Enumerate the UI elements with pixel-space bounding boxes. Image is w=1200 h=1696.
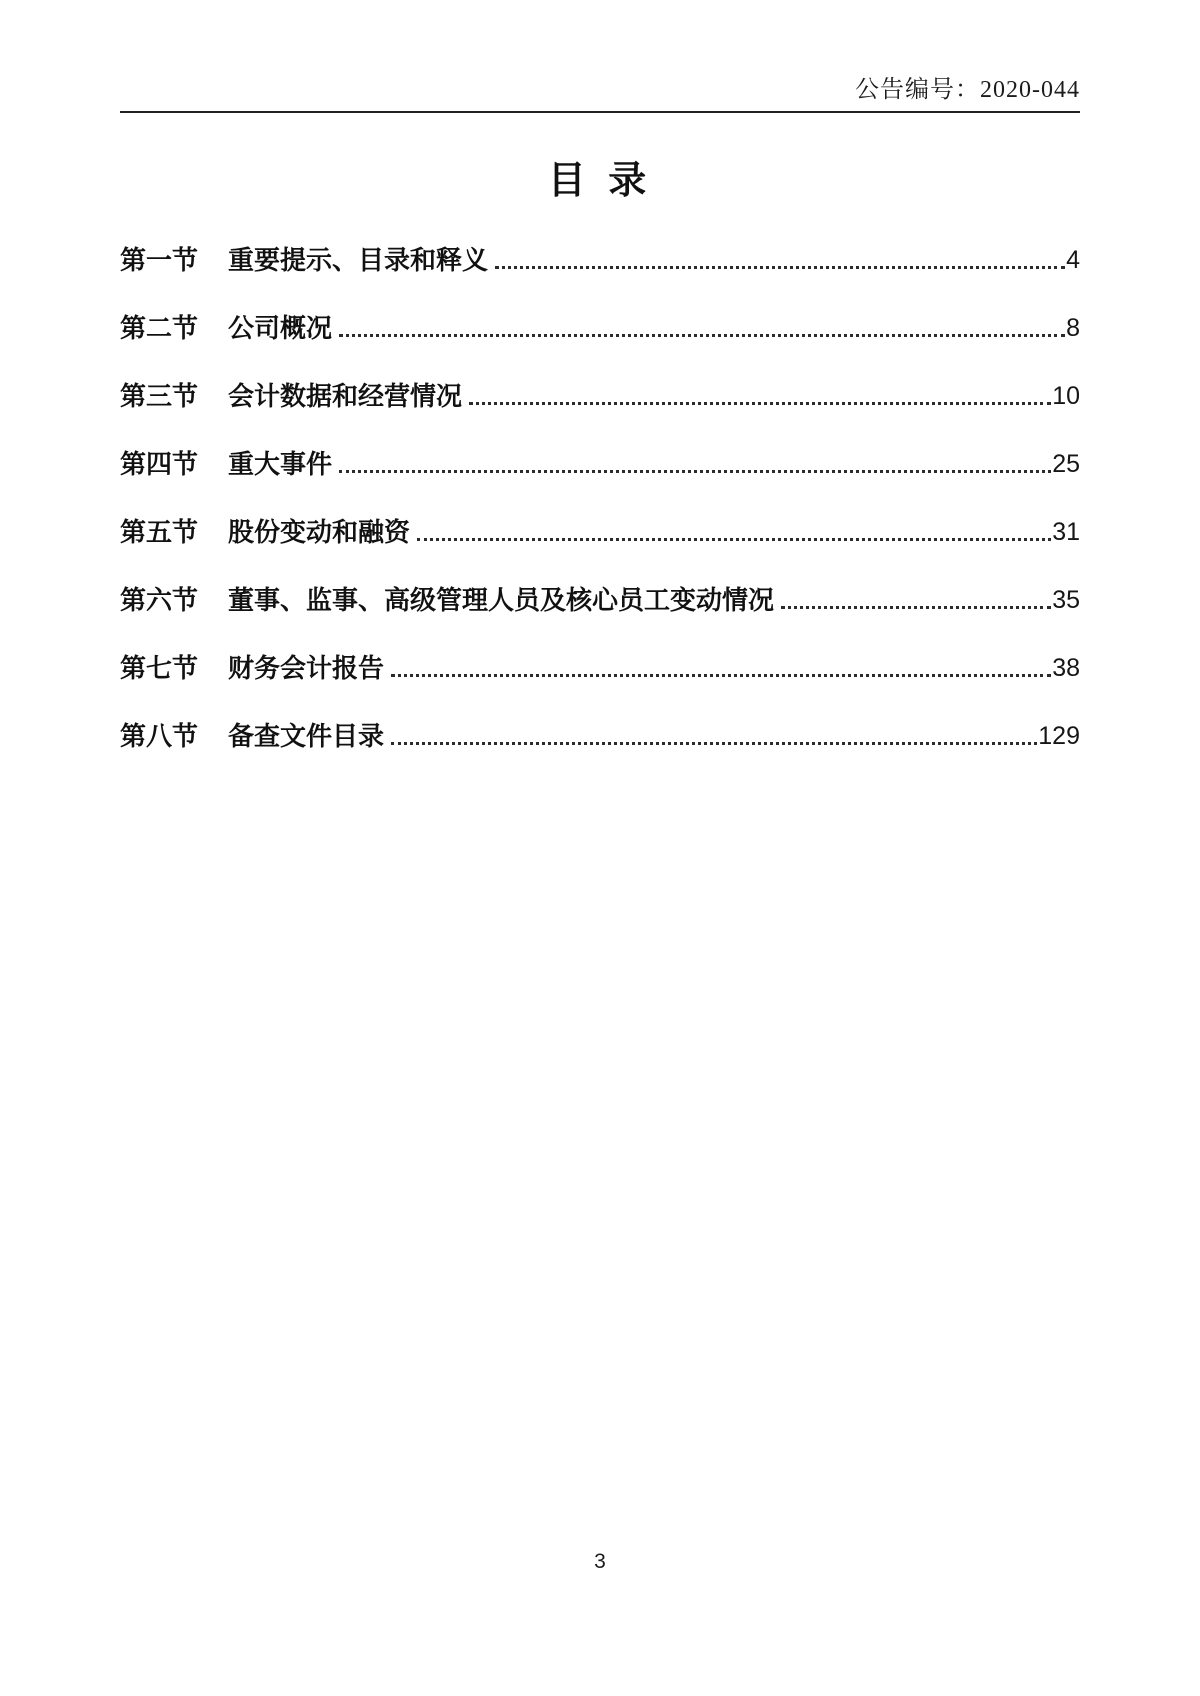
toc-section-label: 第八节 xyxy=(120,721,199,751)
toc-entry-title: 财务会计报告 xyxy=(228,653,385,683)
toc-section-label: 第四节 xyxy=(120,449,199,479)
toc-entry[interactable] xyxy=(120,517,1080,547)
toc-entry[interactable] xyxy=(120,721,1080,751)
toc-section-label: 第七节 xyxy=(120,653,199,683)
toc-page-number: 38 xyxy=(1052,654,1080,682)
toc-entry[interactable] xyxy=(120,653,1080,683)
toc-entry[interactable] xyxy=(120,449,1080,479)
dot-leader xyxy=(469,402,1051,405)
page-title: 目 录 xyxy=(547,160,653,202)
toc-entry-title: 备查文件目录 xyxy=(228,721,385,751)
toc-page-number: 10 xyxy=(1052,382,1080,410)
toc-section-label: 第一节 xyxy=(120,245,199,275)
dot-leader xyxy=(391,742,1037,745)
toc-section-label: 第六节 xyxy=(120,585,199,615)
toc-entry-title: 会计数据和经营情况 xyxy=(228,381,463,411)
toc-section-label: 第三节 xyxy=(120,381,199,411)
dot-leader xyxy=(339,334,1065,337)
header-divider xyxy=(120,111,1080,113)
toc-section-label: 第二节 xyxy=(120,313,199,343)
toc-list xyxy=(120,245,1080,751)
toc-entry[interactable] xyxy=(120,245,1080,275)
toc-entry-title: 公司概况 xyxy=(228,313,333,343)
toc-entry-title: 重大事件 xyxy=(228,449,333,479)
toc-entry-title: 重要提示、目录和释义 xyxy=(228,245,489,275)
toc-page-number: 129 xyxy=(1038,722,1080,750)
announcement-number: 公告编号：2020-044 xyxy=(855,77,1080,103)
toc-entry-title: 董事、监事、高级管理人员及核心员工变动情况 xyxy=(228,585,775,615)
toc-page-number: 8 xyxy=(1066,314,1080,342)
dot-leader xyxy=(781,606,1051,609)
toc-entry-title: 股份变动和融资 xyxy=(228,517,411,547)
toc-page-number: 35 xyxy=(1052,586,1080,614)
footer-page-number: 3 xyxy=(594,1550,606,1573)
dot-leader xyxy=(339,470,1051,473)
dot-leader xyxy=(417,538,1051,541)
dot-leader xyxy=(391,674,1051,677)
toc-page-number: 25 xyxy=(1052,450,1080,478)
toc-entry[interactable] xyxy=(120,313,1080,343)
toc-section-label: 第五节 xyxy=(120,517,199,547)
toc-page-number: 4 xyxy=(1066,246,1080,274)
toc-entry[interactable] xyxy=(120,585,1080,615)
toc-entry[interactable] xyxy=(120,381,1080,411)
dot-leader xyxy=(495,266,1065,269)
toc-page-number: 31 xyxy=(1052,518,1080,546)
content-area xyxy=(120,0,1080,789)
